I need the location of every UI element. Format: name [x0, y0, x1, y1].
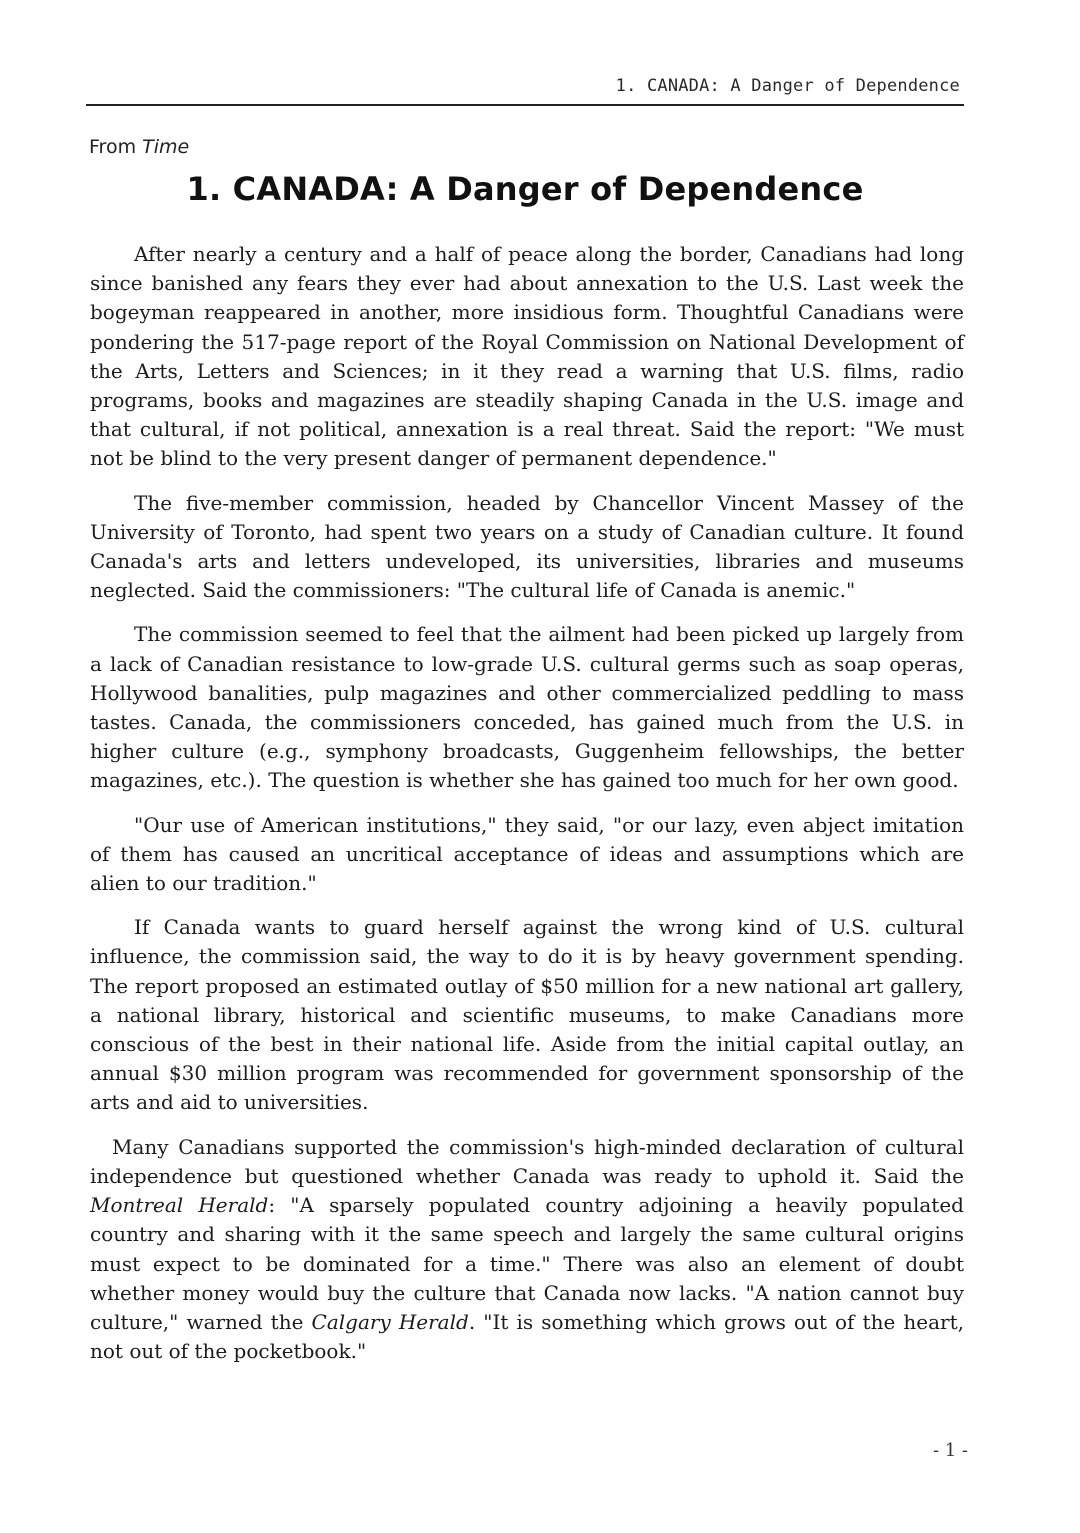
paragraph-3: The commission seemed to feel that the ailment had been picked up largely from a lack of Canadian resistance to low-grade U.S. cultural germs such as soap operas, Hollywood banalities, pulp magazines and other commercialized peddling to mass tastes. Canada, the commissioners conceded, has gained much from the U.S. in higher culture (e.g., symphony broadcasts, Guggenheim fellowships, the better magazines, etc.). The question is whether she has gained too much for her own good. [90, 622, 964, 793]
running-header-text: 1. CANADA: A Danger of Dependence [615, 76, 960, 96]
source-line [89, 136, 189, 158]
paragraph-1: After nearly a century and a half of peace along the border, Canadians had long since banished any fears they ever had about annexation to the U.S. Last week the bogeyman reappeared in another, more insidious form. Thoughtful Canadians were pondering the 517-page report of the Royal Commission on National Development of the Arts, Letters and Sciences; in it they read a warning that U.S. films, radio programs, books and magazines are steadily shaping Canada in the U.S. image and that cultural, if not political, annexation is a real threat. Said the report: "We must not be blind to the very present danger of permanent dependence." [90, 242, 964, 471]
paragraph-6-part-e: . "It is something which grows out of the heart, not out of the pocketbook." [90, 1309, 964, 1364]
publication-montreal-herald: Montreal Herald [90, 1193, 269, 1218]
running-header [86, 74, 964, 106]
paragraph-5: If Canada wants to guard herself against the wrong kind of U.S. cultural influence, the commission said, the way to do it is by heavy government spending. The report proposed an estimated outlay of $50 million for a new national art gallery, a national library, historical and scientific museums, to make Canadians more conscious of the best in their national life. Aside from the initial capital outlay, an annual $30 million program was recommended for government sponsorship of the arts and aid to universities. [90, 915, 964, 1115]
source-publication: Time [142, 136, 190, 158]
paragraph-2: The five-member commission, headed by Chancellor Vincent Massey of the University of Toronto, had spent two years on a study of Canadian culture. It found Canada's arts and letters undeveloped, its universities, libraries and museums neglected. Said the commissioners: "The cultural life of Canada is anemic." [90, 490, 964, 603]
paragraph-4: "Our use of American institutions," they said, "or our lazy, even abject imitation of them has caused an uncritical acceptance of ideas and assumptions which are alien to our tradition." [90, 812, 964, 896]
paragraph-6-part-c: : "A sparsely populated country adjoining a heavily populated country and sharing with it the same speech and largely the same cultural origins must expect to be dominated for a time." There was also an element of doubt whether money would buy the culture that Canada now lacks. "A nation cannot buy culture," warned the [90, 1193, 964, 1334]
article-title: 1. CANADA: A Danger of Dependence [186, 170, 864, 208]
paragraph-6-part-a: Many Canadians supported the commission's high-minded declaration of cultural independence but questioned whether Canada was ready to uphold it. Said the [90, 1134, 964, 1188]
page-number: - 1 - [932, 1440, 968, 1461]
article-body [90, 240, 964, 1381]
paragraph-6 [90, 1133, 964, 1367]
publication-calgary-herald: Calgary Herald [311, 1309, 469, 1334]
source-prefix: From [89, 136, 143, 158]
